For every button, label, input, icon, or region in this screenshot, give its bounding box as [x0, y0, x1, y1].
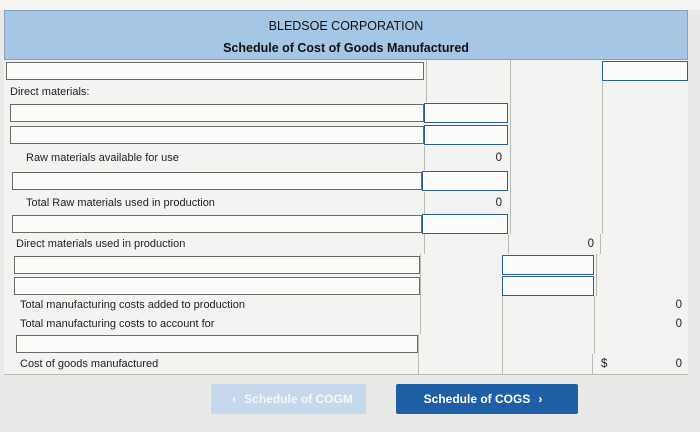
- next-schedule-button[interactable]: [396, 384, 578, 414]
- top-strip: [0, 0, 700, 10]
- table-row: [4, 334, 688, 355]
- label-input[interactable]: [16, 335, 418, 353]
- dm-used-value: 0: [587, 238, 594, 250]
- table-row: [4, 60, 688, 83]
- company-name: BLEDSOE CORPORATION: [268, 19, 424, 33]
- table-row: [4, 170, 688, 193]
- label-input[interactable]: [14, 277, 420, 295]
- table-row: [4, 214, 688, 235]
- prev-schedule-button[interactable]: [211, 384, 366, 414]
- total-account-label: Total manufacturing costs to account for: [20, 318, 215, 330]
- schedule-header: [4, 10, 688, 60]
- total-added-label: Total manufacturing costs added to production: [20, 299, 246, 311]
- chevron-right-icon: ›: [538, 392, 543, 406]
- amount-input[interactable]: [502, 255, 594, 275]
- chevron-left-icon: ‹: [232, 392, 237, 406]
- label-input[interactable]: [10, 104, 424, 122]
- label-input[interactable]: [12, 215, 422, 233]
- table-row: [4, 314, 688, 335]
- cogm-value: 0: [675, 358, 682, 370]
- prev-button-label: Schedule of COGM: [244, 392, 353, 406]
- table-row: [4, 146, 688, 171]
- amount-input[interactable]: [424, 125, 508, 145]
- amount-input[interactable]: [422, 171, 508, 191]
- label-input[interactable]: [10, 126, 424, 144]
- label-input[interactable]: [12, 172, 422, 190]
- raw-used-label: Total Raw materials used in production: [26, 197, 215, 209]
- label-input[interactable]: [14, 256, 420, 274]
- schedule-title: Schedule of Cost of Goods Manufactured: [223, 41, 469, 55]
- raw-available-value: 0: [495, 152, 502, 164]
- table-row: [4, 124, 688, 147]
- raw-used-value: 0: [495, 197, 502, 209]
- table-row: [4, 102, 688, 125]
- table-row: [4, 192, 688, 215]
- raw-available-label: Raw materials available for use: [26, 152, 179, 164]
- direct-materials-label: Direct materials:: [10, 86, 90, 98]
- table-row: [4, 296, 688, 314]
- currency-symbol: $: [601, 358, 608, 370]
- label-input[interactable]: [6, 62, 424, 80]
- table-row: [4, 254, 688, 277]
- table-row: [4, 354, 688, 375]
- cogm-label: Cost of goods manufactured: [20, 358, 159, 370]
- amount-input[interactable]: [422, 214, 508, 234]
- table-row: [4, 234, 688, 255]
- amount-input[interactable]: [424, 103, 508, 123]
- amount-input[interactable]: [502, 276, 594, 296]
- dm-used-label: Direct materials used in production: [16, 238, 186, 250]
- next-button-label: Schedule of COGS: [423, 392, 531, 406]
- total-input[interactable]: [602, 61, 688, 81]
- total-added-value: 0: [675, 299, 682, 311]
- table-row: [4, 276, 688, 297]
- total-account-value: 0: [675, 318, 682, 330]
- table-row: [4, 82, 688, 103]
